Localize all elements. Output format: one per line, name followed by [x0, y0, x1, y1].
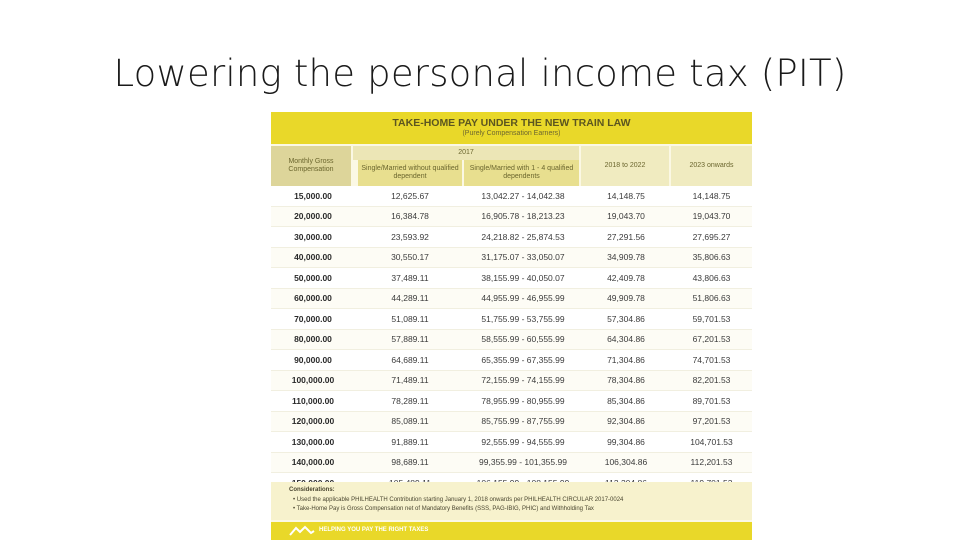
take-home-pay-cell: 112,201.53 [671, 452, 752, 473]
take-home-pay-cell: 38,155.99 - 40,050.07 [465, 268, 581, 289]
take-home-pay-cell: 58,555.99 - 60,555.99 [465, 329, 581, 350]
take-home-pay-cell: 31,175.07 - 33,050.07 [465, 247, 581, 268]
take-home-pay-cell: 44,955.99 - 46,955.99 [465, 288, 581, 309]
infographic-title: TAKE-HOME PAY UNDER THE NEW TRAIN LAW [392, 117, 631, 129]
gross-compensation-cell: 90,000.00 [271, 350, 355, 371]
take-home-pay-cell: 67,201.53 [671, 329, 752, 350]
take-home-pay-cell: 85,089.11 [355, 411, 465, 432]
take-home-pay-cell: 98,689.11 [355, 452, 465, 473]
gross-compensation-cell: 30,000.00 [271, 227, 355, 248]
take-home-pay-cell: 35,806.63 [671, 247, 752, 268]
take-home-pay-cell: 24,218.82 - 25,874.53 [465, 227, 581, 248]
infographic-footer [271, 522, 752, 540]
gross-compensation-cell: 80,000.00 [271, 329, 355, 350]
take-home-pay-cell: 71,304.86 [581, 350, 671, 371]
table-row [271, 370, 752, 391]
table-body [271, 186, 752, 493]
take-home-pay-cell: 82,201.53 [671, 370, 752, 391]
considerations-box [271, 482, 752, 520]
take-home-pay-cell: 19,043.70 [581, 206, 671, 227]
take-home-pay-cell: 27,695.27 [671, 227, 752, 248]
infographic-header [271, 112, 752, 144]
take-home-pay-cell: 16,905.78 - 18,213.23 [465, 206, 581, 227]
consideration-item: • Take-Home Pay is Gross Compensation net of Mandatory Benefits (SSS, PAG-IBIG, PHIC) and Withholding Tax [293, 506, 594, 512]
take-home-pay-infographic [271, 112, 752, 540]
take-home-pay-cell: 64,304.86 [581, 329, 671, 350]
take-home-pay-cell: 13,042.27 - 14,042.38 [465, 186, 581, 206]
consideration-text: Used the applicable PHILHEALTH Contribution starting January 1, 2018 onwards per PHILHEALTH CIRCULAR 2017-0024 [296, 497, 624, 503]
take-home-pay-cell: 97,201.53 [671, 411, 752, 432]
slide-title: Lowering the personal income tax (PIT) [113, 52, 847, 95]
take-home-pay-cell: 85,304.86 [581, 391, 671, 412]
table-row [271, 247, 752, 268]
table-row [271, 350, 752, 371]
take-home-pay-cell: 57,304.86 [581, 309, 671, 330]
take-home-pay-cell: 51,755.99 - 53,755.99 [465, 309, 581, 330]
take-home-pay-cell: 92,555.99 - 94,555.99 [465, 432, 581, 453]
gross-compensation-cell: 60,000.00 [271, 288, 355, 309]
gross-compensation-cell: 40,000.00 [271, 247, 355, 268]
take-home-pay-cell: 106,304.86 [581, 452, 671, 473]
table-row [271, 432, 752, 453]
table-row [271, 186, 752, 206]
table-row [271, 329, 752, 350]
column-header-2018-2022: 2018 to 2022 [581, 146, 669, 186]
gross-compensation-cell: 70,000.00 [271, 309, 355, 330]
take-home-pay-cell: 14,148.75 [581, 186, 671, 206]
column-header-2023-onwards: 2023 onwards [671, 146, 752, 186]
table-row [271, 268, 752, 289]
take-home-pay-cell: 74,701.53 [671, 350, 752, 371]
table-row [271, 391, 752, 412]
gross-compensation-cell: 50,000.00 [271, 268, 355, 289]
column-header-single: Single/Married without qualified dependent [358, 160, 462, 186]
take-home-pay-cell: 51,089.11 [355, 309, 465, 330]
column-header-2017: 2017 [353, 146, 579, 160]
column-header-monthly-gross: Monthly Gross Compensation [271, 146, 351, 186]
take-home-pay-cell: 51,806.63 [671, 288, 752, 309]
considerations-title: Considerations: [289, 487, 335, 493]
agency-logo-icon [289, 525, 315, 537]
take-home-pay-cell: 57,889.11 [355, 329, 465, 350]
take-home-pay-table [271, 186, 752, 494]
gross-compensation-cell: 110,000.00 [271, 391, 355, 412]
take-home-pay-cell: 16,384.78 [355, 206, 465, 227]
take-home-pay-cell: 92,304.86 [581, 411, 671, 432]
take-home-pay-cell: 72,155.99 - 74,155.99 [465, 370, 581, 391]
take-home-pay-cell: 30,550.17 [355, 247, 465, 268]
gross-compensation-cell: 15,000.00 [271, 186, 355, 206]
infographic-subtitle: (Purely Compensation Earners) [462, 130, 561, 137]
table-row [271, 411, 752, 432]
take-home-pay-cell: 34,909.78 [581, 247, 671, 268]
take-home-pay-cell: 65,355.99 - 67,355.99 [465, 350, 581, 371]
gross-compensation-cell: 130,000.00 [271, 432, 355, 453]
footer-tagline: HELPING YOU PAY THE RIGHT TAXES [319, 527, 429, 533]
take-home-pay-cell: 42,409.78 [581, 268, 671, 289]
column-header-married: Single/Married with 1 - 4 qualified dependents [464, 160, 579, 186]
table-row [271, 206, 752, 227]
take-home-pay-cell: 23,593.92 [355, 227, 465, 248]
take-home-pay-cell: 44,289.11 [355, 288, 465, 309]
consideration-text: Take-Home Pay is Gross Compensation net of Mandatory Benefits (SSS, PAG-IBIG, PHIC) and Withholding Tax [296, 506, 594, 512]
take-home-pay-cell: 99,304.86 [581, 432, 671, 453]
take-home-pay-cell: 78,289.11 [355, 391, 465, 412]
take-home-pay-cell: 71,489.11 [355, 370, 465, 391]
consideration-item: • Used the applicable PHILHEALTH Contribution starting January 1, 2018 onwards per PHILHEALTH CIRCULAR 2017-0024 [293, 497, 624, 503]
take-home-pay-cell: 59,701.53 [671, 309, 752, 330]
table-row [271, 227, 752, 248]
take-home-pay-cell: 99,355.99 - 101,355.99 [465, 452, 581, 473]
take-home-pay-cell: 49,909.78 [581, 288, 671, 309]
gross-compensation-cell: 140,000.00 [271, 452, 355, 473]
take-home-pay-cell: 78,304.86 [581, 370, 671, 391]
take-home-pay-cell: 85,755.99 - 87,755.99 [465, 411, 581, 432]
take-home-pay-cell: 64,689.11 [355, 350, 465, 371]
take-home-pay-cell: 43,806.63 [671, 268, 752, 289]
gross-compensation-cell: 120,000.00 [271, 411, 355, 432]
table-row [271, 288, 752, 309]
take-home-pay-cell: 14,148.75 [671, 186, 752, 206]
table-row [271, 309, 752, 330]
take-home-pay-cell: 37,489.11 [355, 268, 465, 289]
take-home-pay-cell: 19,043.70 [671, 206, 752, 227]
take-home-pay-cell: 89,701.53 [671, 391, 752, 412]
gross-compensation-cell: 100,000.00 [271, 370, 355, 391]
take-home-pay-cell: 91,889.11 [355, 432, 465, 453]
take-home-pay-cell: 78,955.99 - 80,955.99 [465, 391, 581, 412]
take-home-pay-cell: 104,701.53 [671, 432, 752, 453]
table-row [271, 452, 752, 473]
take-home-pay-cell: 27,291.56 [581, 227, 671, 248]
gross-compensation-cell: 20,000.00 [271, 206, 355, 227]
take-home-pay-cell: 12,625.67 [355, 186, 465, 206]
